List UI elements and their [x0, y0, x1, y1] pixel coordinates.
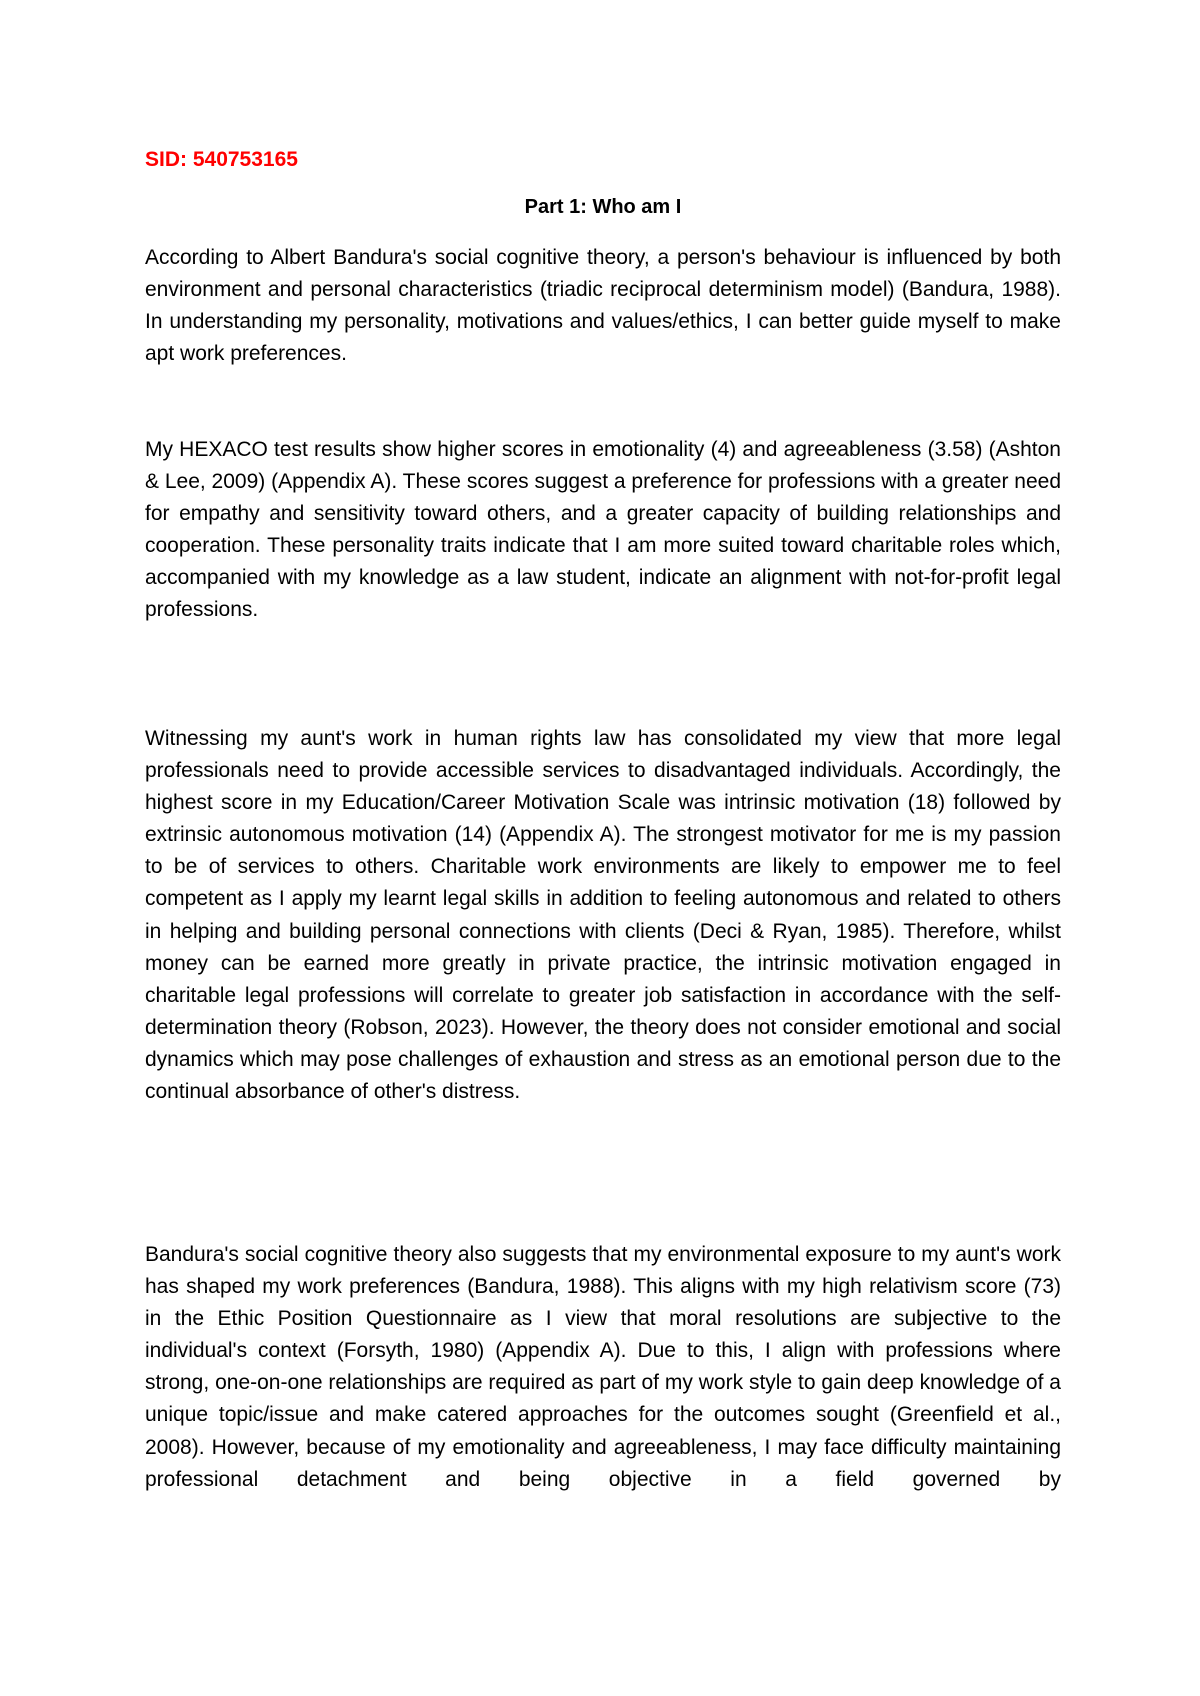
paragraph-3: Witnessing my aunt's work in human rights law has consolidated my view that more legal professionals need to provide accessible services to disadvantaged individuals. Accordingly, the highest score in my Education/Career Motivation Scale was intrinsic motivation (18) followed by extrinsic autonomous motivation (14) (Appendix A). The strongest motivator for me is my passion to be of services to others. Charitable work environments are likely to empower me to feel competent as I apply my learnt legal skills in addition to feeling autonomous and related to others in helping and building personal connections with clients (Deci & Ryan, 1985). Therefore, whilst money can be earned more greatly in private practice, the intrinsic motivation engaged in charitable legal professions will correlate to greater job satisfaction in accordance with the self-determination theory (Robson, 2023). However, the theory does not consider emotional and social dynamics which may pose challenges of exhaustion and stress as an emotional person due to the continual absorbance of other's distress. — [145, 727, 1061, 1104]
paragraph-2: My HEXACO test results show higher scores in emotionality (4) and agreeableness (3.58) (Ashton & Lee, 2009) (Appendix A). These scores suggest a preference for professions with a greater need for empathy and sensitivity toward others, and a greater capacity of building relationships and cooperation. These personality traits indicate that I am more suited toward charitable roles which, accompanied with my knowledge as a law student, indicate an alignment with not-for-profit legal professions. — [145, 438, 1061, 622]
paragraph-4: Bandura's social cognitive theory also suggests that my environmental exposure to my aunt's work has shaped my work preferences (Bandura, 1988). This aligns with my high relativism score (73) in the Ethic Position Questionnaire as I view that moral resolutions are subjective to the individual's context (Forsyth, 1980) (Appendix A). Due to this, I align with professions where strong, one-on-one relationships are required as part of my work style to gain deep knowledge of a unique topic/issue and make catered approaches for the outcomes sought (Greenfield et al., 2008). However, because of my emotionality and agreeableness, I may face difficulty maintaining professional detachment and being objective in a field governed by — [145, 1243, 1061, 1491]
page-title: Part 1: Who am I — [524, 196, 682, 218]
paragraph-1: According to Albert Bandura's social cognitive theory, a person's behaviour is influenced by both environment and personal characteristics (triadic reciprocal determinism model) (Bandura, 1988). In understanding my personality, motivations and values/ethics, I can better guide myself to make apt work preferences. — [145, 246, 1061, 366]
student-id: SID: 540753165 — [145, 148, 298, 171]
